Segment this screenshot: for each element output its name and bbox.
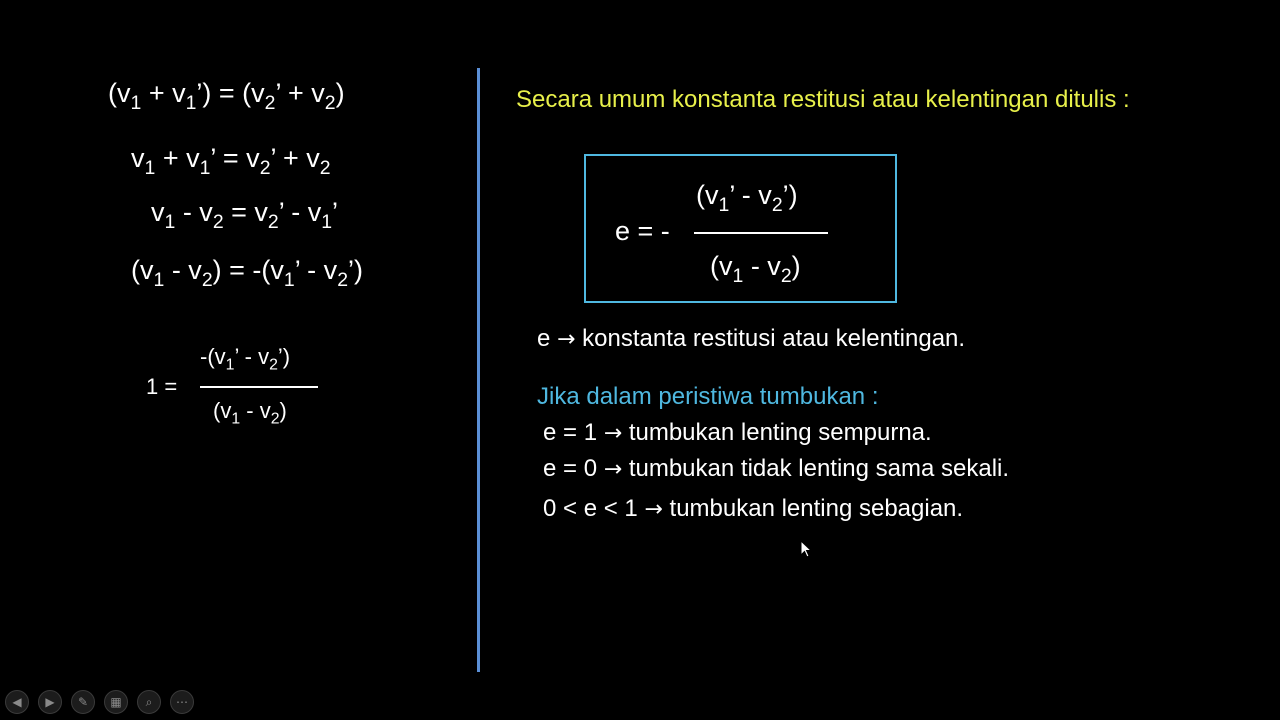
eq4-part: - v xyxy=(164,255,202,285)
eq3-part: ’ xyxy=(332,197,339,227)
zoom-button[interactable] xyxy=(137,690,161,714)
case-condition: 0 < e < 1 xyxy=(543,495,638,522)
slideshow-toolbar xyxy=(5,690,194,716)
eq3-part: - v xyxy=(175,197,213,227)
fden-part: (v xyxy=(710,251,733,281)
eq3-part: v xyxy=(151,197,165,227)
eq2-part: ’ = v xyxy=(210,143,260,173)
right-arrow-icon: → xyxy=(603,421,623,446)
den-sub: 2 xyxy=(270,410,280,428)
eq2-sub: 2 xyxy=(319,156,331,179)
formula-denominator xyxy=(710,251,801,287)
eq2-part: v xyxy=(131,143,145,173)
fraction-lhs: 1 = xyxy=(146,374,178,399)
right-arrow-icon: → xyxy=(557,327,576,352)
eq1-part: + v xyxy=(141,78,186,108)
next-icon: ▶ xyxy=(45,695,55,709)
pen-tool-button[interactable] xyxy=(71,690,95,714)
eq1-part: ’ + v xyxy=(275,78,325,108)
eq4-sub: 2 xyxy=(201,268,213,291)
eq3-sub: 1 xyxy=(164,210,176,233)
fnum-part: (v xyxy=(696,180,719,210)
equation-line-3 xyxy=(151,197,339,233)
eq1-sub: 2 xyxy=(264,91,276,114)
den-part: (v xyxy=(213,398,232,423)
fden-sub: 1 xyxy=(732,264,744,287)
eq1-part: ’) = (v xyxy=(196,78,265,108)
fnum-part: ’ - v xyxy=(729,180,772,210)
eq2-sub: 2 xyxy=(259,156,271,179)
eq3-part: = v xyxy=(223,197,268,227)
fden-part: - v xyxy=(743,251,781,281)
fden-part: ) xyxy=(791,251,801,281)
fnum-part: ’) xyxy=(782,180,798,210)
fraction-numerator xyxy=(200,344,291,374)
mouse-cursor-icon xyxy=(800,540,814,558)
case-line xyxy=(543,457,1009,481)
eq1-part: (v xyxy=(108,78,131,108)
eq2-part: ’ + v xyxy=(270,143,320,173)
eq2-sub: 1 xyxy=(144,156,156,179)
equation-line-2 xyxy=(131,143,331,179)
case-line xyxy=(543,421,932,445)
num-sub: 1 xyxy=(225,356,235,374)
den-part: ) xyxy=(279,398,287,423)
cases-heading: Jika dalam peristiwa tumbukan : xyxy=(537,383,879,410)
right-arrow-icon: → xyxy=(644,497,663,522)
fnum-sub: 1 xyxy=(718,193,730,216)
case-text: tumbukan lenting sebagian. xyxy=(669,495,964,522)
see-all-slides-button[interactable] xyxy=(104,690,128,714)
formula-lhs: e = - xyxy=(615,216,670,246)
equation-line-4 xyxy=(131,255,363,291)
fden-sub: 2 xyxy=(780,264,792,287)
num-part: -(v xyxy=(200,344,226,369)
fnum-sub: 2 xyxy=(771,193,783,216)
num-part: ’ - v xyxy=(234,344,270,369)
eq2-sub: 1 xyxy=(199,156,211,179)
definition-symbol: e xyxy=(537,325,551,352)
eq3-part: ’ - v xyxy=(278,197,322,227)
slides-icon: ▦ xyxy=(110,695,122,709)
formula-numerator xyxy=(696,180,798,216)
case-line xyxy=(543,497,963,521)
eq1-sub: 1 xyxy=(130,91,142,114)
eq1-sub: 1 xyxy=(185,91,197,114)
fraction-denominator xyxy=(213,398,287,428)
pen-icon: ✎ xyxy=(77,695,89,709)
den-sub: 1 xyxy=(231,410,241,428)
eq4-part: ) = -(v xyxy=(212,255,284,285)
eq4-part: ’) xyxy=(348,255,363,285)
eq4-sub: 1 xyxy=(283,268,295,291)
case-text: tumbukan tidak lenting sama sekali. xyxy=(628,455,1010,482)
eq1-part: ) xyxy=(335,78,345,108)
next-slide-button[interactable] xyxy=(38,690,62,714)
right-arrow-icon: → xyxy=(603,457,623,482)
eq4-sub: 1 xyxy=(153,268,165,291)
eq3-sub: 2 xyxy=(212,210,224,233)
more-icon: ⋯ xyxy=(176,695,188,709)
previous-slide-button[interactable] xyxy=(5,690,29,714)
definition-text: konstanta restitusi atau kelentingan. xyxy=(582,325,966,352)
eq4-part: (v xyxy=(131,255,154,285)
vertical-divider xyxy=(477,68,480,672)
den-part: - v xyxy=(240,398,271,423)
eq1-sub: 2 xyxy=(324,91,336,114)
definition-line xyxy=(537,327,965,351)
more-options-button[interactable] xyxy=(170,690,194,714)
eq3-sub: 1 xyxy=(321,210,333,233)
case-condition: e = 0 xyxy=(543,455,598,482)
eq4-sub: 2 xyxy=(337,268,348,291)
eq4-part: ’ - v xyxy=(294,255,338,285)
eq2-part: + v xyxy=(155,143,200,173)
previous-icon: ◀ xyxy=(12,695,22,709)
fraction-bar xyxy=(200,386,318,388)
section-heading: Secara umum konstanta restitusi atau kelentingan ditulis : xyxy=(516,86,1130,113)
num-part: ’) xyxy=(277,344,291,369)
zoom-icon: ⌕ xyxy=(145,694,153,709)
case-text: tumbukan lenting sempurna. xyxy=(628,419,932,446)
num-sub: 2 xyxy=(269,356,278,374)
equation-line-1 xyxy=(108,78,345,114)
eq3-sub: 2 xyxy=(267,210,279,233)
formula-fraction-bar xyxy=(694,232,828,234)
case-condition: e = 1 xyxy=(543,419,598,446)
